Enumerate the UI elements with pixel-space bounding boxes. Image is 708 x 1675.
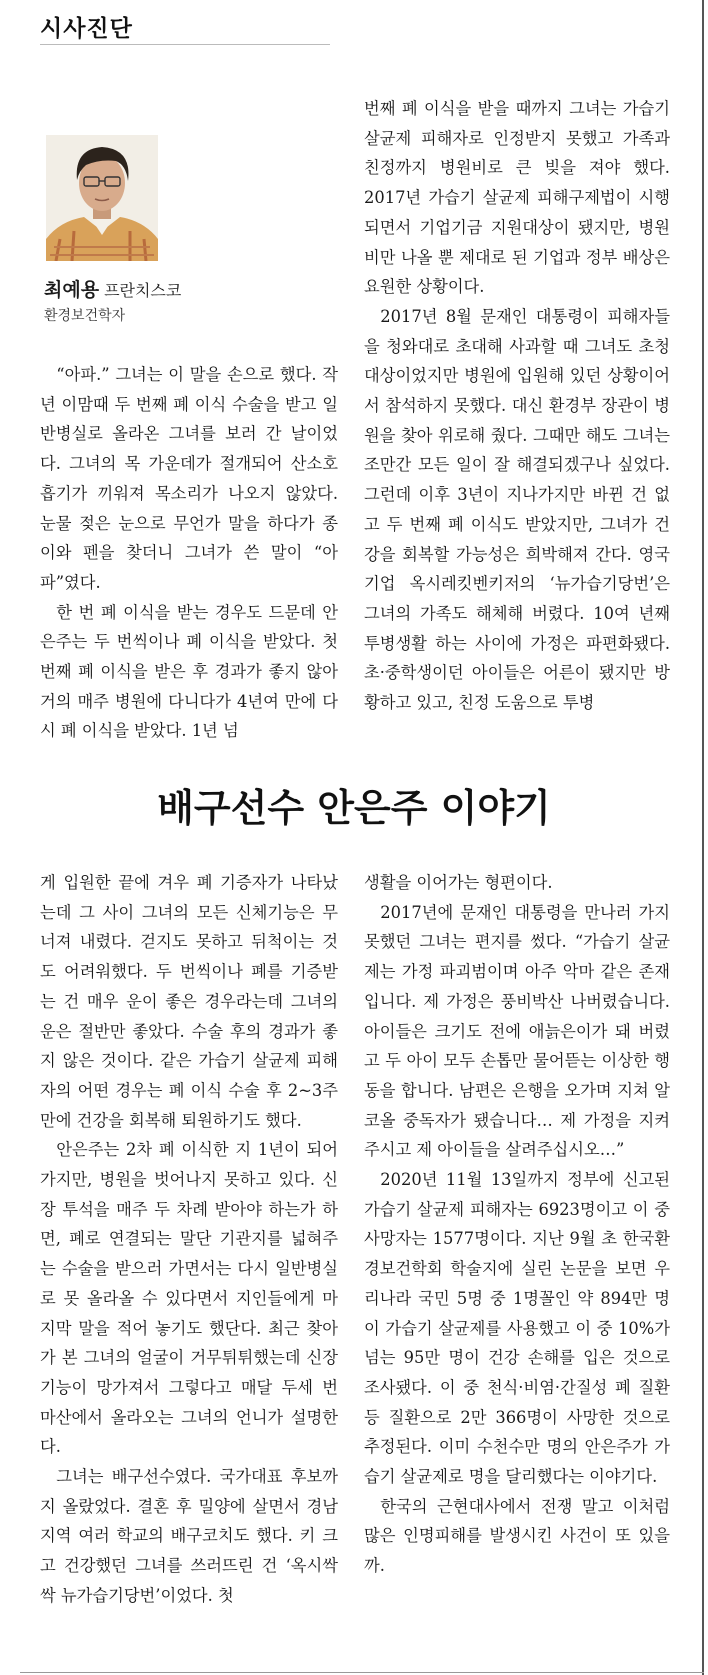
headline: 배구선수 안은주 이야기 bbox=[157, 786, 551, 830]
paragraph: 2017년에 문재인 대통령을 만나러 가지 못했던 그녀는 편지를 썼다. “가습기 살균제는 가정 파괴범이며 아주 악마 같은 존재입니다. 제 가정은 풍비박산 나버렸습니다. 아이들은 크기도 전에 애늙은이가 돼 버렸고 두 아이 모두 손톱만 물어뜯는 이상한 행동을 합니다. 남편은 은행을 오가며 지쳐 알코올 중독자가 됐습니다… 제 가정을 지켜주시고 제 아이들을 살려주십시오…” bbox=[364, 902, 670, 1160]
article-column-1 bbox=[40, 360, 338, 746]
paragraph: 2020년 11월 13일까지 정부에 신고된 가습기 살균제 피해자는 6923명이고 이 중 사망자는 1577명이다. 지난 9월 초 한국환경보건학회 학술지에 실린 논문을 보면 우리나라 국민 5명 중 1명꼴인 약 894만 명이 가습기 살균제를 사용했고 이 중 10%가 넘는 95만 명이 건강 손해를 입은 것으로 조사됐다. 이 중 천식·비염·간질성 폐 질환 등 질환으로 2만 366명이 사망한 것으로 추정된다. 이미 수천수만 명의 안은주가 가습기 살균제로 명을 달리했다는 이야기다. bbox=[364, 1170, 670, 1487]
author-name: 최예용 bbox=[44, 279, 100, 301]
paragraph: 안은주는 2차 폐 이식한 지 1년이 되어가지만, 병원을 벗어나지 못하고 있다. 신장 투석을 매주 두 차례 받아야 하는가 하면, 폐로 연결되는 말단 기관지를 넓혀주는 수술을 받으러 가면서는 다시 일반병실로 못 올라올 수 있다면서 지인들에게 마지막 말을 적어 놓기도 했단다. 최근 찾아가 본 그녀의 얼굴이 거무튀튀했는데 신장 기능이 망가져서 그렇다고 매달 두세 번 마산에서 올라오는 그녀의 언니가 설명한다. bbox=[40, 1140, 338, 1457]
paragraph: 한국의 근현대사에서 전쟁 말고 이처럼 많은 인명피해를 발생시킨 사건이 또 있을까. bbox=[364, 1496, 670, 1576]
paragraph: 게 입원한 끝에 겨우 폐 기증자가 나타났는데 그 사이 그녀의 모든 신체기능은 무너져 내렸다. 걷지도 못하고 뒤척이는 것도 어려워했다. 두 번씩이나 폐를 기증받는 건 매우 운이 좋은 경우라는데 그녀의 운은 절반만 좋았다. 수술 후의 경과가 좋지 않은 것이다. 같은 가습기 살균제 피해자의 어떤 경우는 폐 이식 수술 후 2~3주 만에 건강을 회복해 퇴원하기도 했다. bbox=[40, 873, 338, 1130]
article-column-2 bbox=[364, 94, 670, 718]
author-title: 환경보건학자 bbox=[44, 308, 126, 324]
paragraph: “아파.” 그녀는 이 말을 손으로 했다. 작년 이맘때 두 번째 폐 이식 수술을 받고 일반병실로 올라온 그녀를 보러 간 날이었다. 그녀의 목 가운데가 절개되어 산소호흡기가 끼워져 목소리가 나오지 않았다. 눈물 젖은 눈으로 무언가 말을 하다가 종이와 펜을 찾더니 그녀가 쓴 말이 “아파”였다. bbox=[40, 365, 338, 592]
author-photo bbox=[46, 135, 158, 261]
column-label: 시사진단 bbox=[40, 16, 133, 42]
page-border-right bbox=[702, 0, 704, 1675]
author-byline bbox=[44, 275, 181, 302]
article-column-3 bbox=[40, 868, 338, 1611]
label-rule bbox=[40, 44, 330, 45]
paragraph: 그녀는 배구선수였다. 국가대표 후보까지 올랐었다. 결혼 후 밀양에 살면서 경남 지역 여러 학교의 배구코치도 했다. 키 크고 건강했던 그녀를 쓰러뜨린 건 ‘옥시싹싹 뉴가습기당번’이었다. 첫 bbox=[40, 1467, 338, 1605]
paragraph: 번째 폐 이식을 받을 때까지 그녀는 가습기 살균제 피해자로 인정받지 못했고 가족과 친정까지 병원비로 큰 빚을 져야 했다. 2017년 가습기 살균제 피해구제법이 시행되면서 기업기금 지원대상이 됐지만, 병원비만 나올 뿐 제대로 된 기업과 정부 배상은 요원한 상황이다. bbox=[364, 99, 670, 297]
paragraph: 한 번 폐 이식을 받는 경우도 드문데 안은주는 두 번씩이나 폐 이식을 받았다. 첫 번째 폐 이식을 받은 후 경과가 좋지 않아 거의 매주 병원에 다니다가 4년여 만에 다시 폐 이식을 받았다. 1년 넘 bbox=[40, 602, 338, 741]
paragraph: 2017년 8월 문재인 대통령이 피해자들을 청와대로 초대해 사과할 때 그녀도 초청 대상이었지만 병원에 입원해 있던 상황이어서 참석하지 못했다. 대신 환경부 장관이 병원을 찾아 위로해 줬다. 그때만 해도 그녀는 조만간 모든 일이 잘 해결되겠구나 싶었다. 그런데 이후 3년이 지나가지만 바뀐 건 없고 두 번째 폐 이식도 받았지만, 그녀가 건강을 회복할 가능성은 희박해져 간다. 영국기업 옥시레킷벤키저의 ‘뉴가습기당번’은 그녀의 가족도 해체해 버렸다. 10여 년째 투병생활 하는 사이에 가정은 파편화됐다. 초·중학생이던 아이들은 어른이 됐지만 방황하고 있고, 친정 도움으로 투병 bbox=[364, 306, 670, 713]
author-given-name: 프란치스코 bbox=[104, 281, 182, 300]
page-border-bottom bbox=[20, 1672, 704, 1673]
paragraph: 생활을 이어가는 형편이다. bbox=[364, 873, 553, 892]
article-column-4 bbox=[364, 868, 670, 1581]
